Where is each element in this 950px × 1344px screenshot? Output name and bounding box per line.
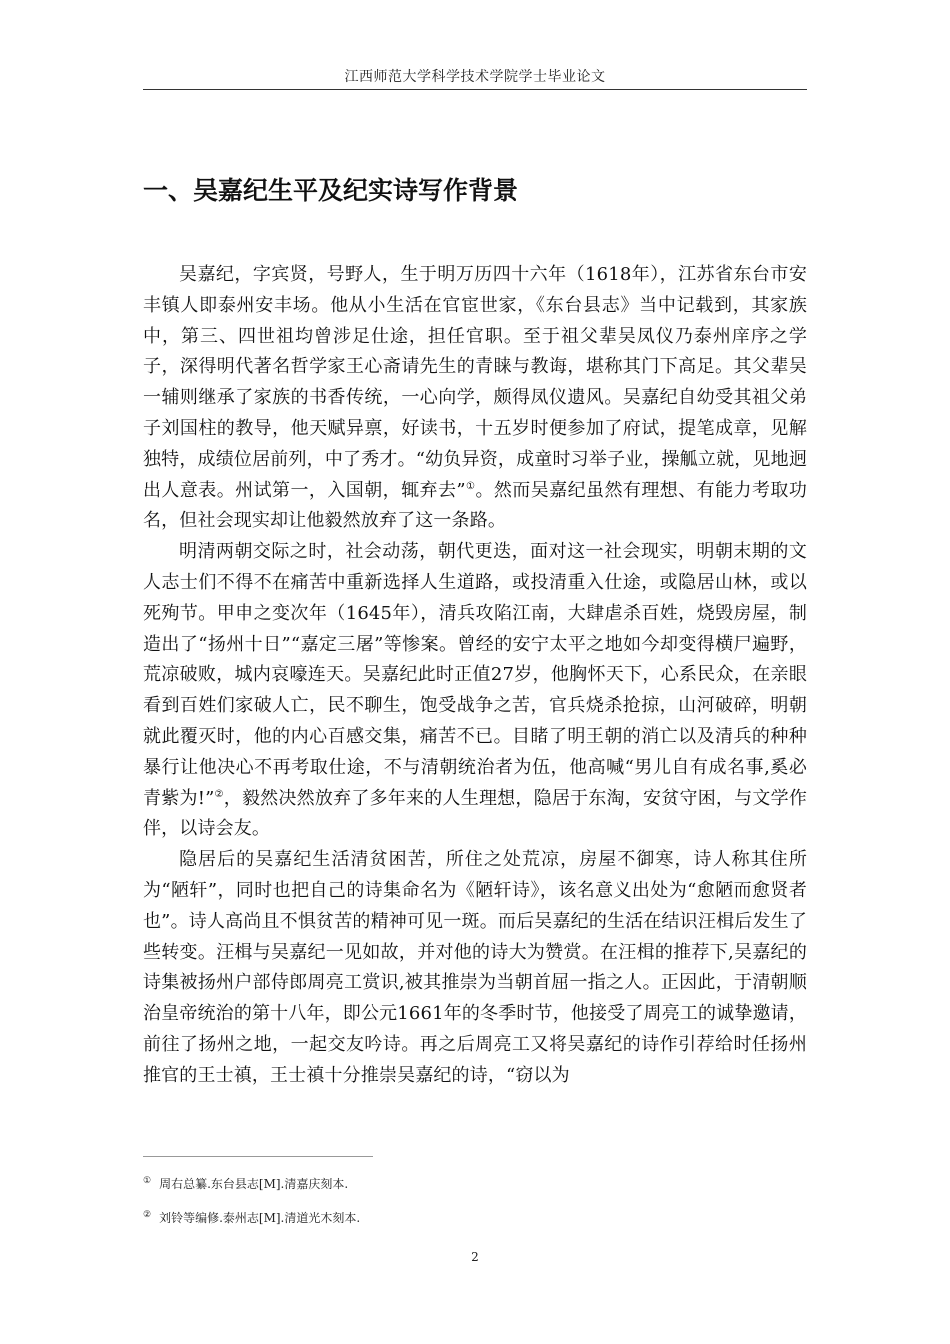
chapter-title: 一、吴嘉纪生平及纪实诗写作背景 <box>143 176 519 205</box>
footnote-ref-2[interactable]: ② <box>214 788 224 800</box>
paragraph-1-text: 吴嘉纪，字宾贤，号野人，生于明万历四十六年（1618年），江苏省东台市安丰镇人即泰州安丰场。他从小生活在官宦世家，《东台县志》当中记载到，其家族中，第三、四世祖均曾涉足仕途，担任官职。至于祖父辈吴凤仪乃泰州庠序之学子，深得明代著名哲学家王心斋请先生的青睐与教诲，堪称其门下高足。其父辈吴一辅则继承了家族的书香传统，一心向学，颇得凤仪遗风。吴嘉纪自幼受其祖父弟子刘国柱的教导，他天赋异禀，好读书，十五岁时便参加了府试，提笔成章，见解独特，成绩位居前列，中了秀才。“幼负异资，成童时习举子业，操觚立就，见地迥出人意表。州试第一，入国朝，辄弃去” <box>143 264 807 501</box>
paragraph-2-text: 明清两朝交际之时，社会动荡，朝代更迭，面对这一社会现实，明朝末期的文人志士们不得不在痛苦中重新选择人生道路，或投清重入仕途，或隐居山林，或以死殉节。甲申之变次年（1645年），清兵攻陷江南，大肆虐杀百姓，烧毁房屋，制造出了“扬州十日”“嘉定三屠”等惨案。曾经的安宁太平之地如今却变得横尸遍野，荒凉破败，城内哀嚎连天。吴嘉纪此时正值27岁，他胸怀天下，心系民众，在亲眼看到百姓们家破人亡，民不聊生，饱受战争之苦，官兵烧杀抢掠，山河破碎，明朝就此覆灭时，他的内心百感交集，痛苦不已。目睹了明王朝的消亡以及清兵的种种暴行让他决心不再考取仕途，不与清朝统治者为伍，他高喊“男儿自有成名事,奚必青紫为!” <box>143 541 807 809</box>
paragraph-1-text-cont: 。然而吴嘉纪虽然有理想、有能力考取功名，但社会现实却让他毅然放弃了这一条路。 <box>143 479 807 532</box>
footnote-1-text: 周右总纂.东台县志[M].清嘉庆刻本. <box>159 1177 349 1191</box>
footnote-2-text: 刘铃等编修.泰州志[M].清道光木刻本. <box>159 1211 361 1225</box>
footnote-ref-1[interactable]: ① <box>465 480 476 492</box>
running-header: 江西师范大学科学技术学院学士毕业论文 <box>344 69 606 85</box>
footnote-1 <box>143 1175 807 1192</box>
paragraph-3-text: 隐居后的吴嘉纪生活清贫困苦，所住之处荒凉，房屋不御寒，诗人称其住所为“陋轩”，同时也把自己的诗集命名为《陋轩诗》，该名意义出处为“愈陋而愈贤者也”。诗人高尚且不惧贫苦的精神可见一斑。而后吴嘉纪的生活在结识汪楫后发生了些转变。汪楫与吴嘉纪一见如故，并对他的诗大为赞赏。在汪楫的推荐下,吴嘉纪的诗集被扬州户部侍郎周亮工赏识,被其推崇为当朝首屈一指之人。正因此，于清朝顺治皇帝统治的第十八年，即公元1661年的冬季时节，他接受了周亮工的诚挚邀请，前往了扬州之地，一起交友吟诗。再之后周亮工又将吴嘉纪的诗作引荐给时任扬州推官的王士禛，王士禛十分推崇吴嘉纪的诗，“窃以为 <box>143 849 807 1086</box>
footnote-separator <box>143 1156 373 1157</box>
footnote-2 <box>143 1209 807 1226</box>
footnote-2-mark: ② <box>143 1210 152 1220</box>
paragraph-1 <box>143 260 807 537</box>
header-rule <box>143 89 807 90</box>
paragraph-2-text-cont: ，毅然决然放弃了多年来的人生理想，隐居于东淘，安贫守困，与文学作伴，以诗会友。 <box>143 787 808 840</box>
paragraph-2 <box>143 537 807 845</box>
footnote-1-mark: ① <box>143 1176 152 1186</box>
page-number: 2 <box>471 1250 479 1264</box>
paragraph-3 <box>143 845 807 1091</box>
body-text <box>143 260 807 1092</box>
